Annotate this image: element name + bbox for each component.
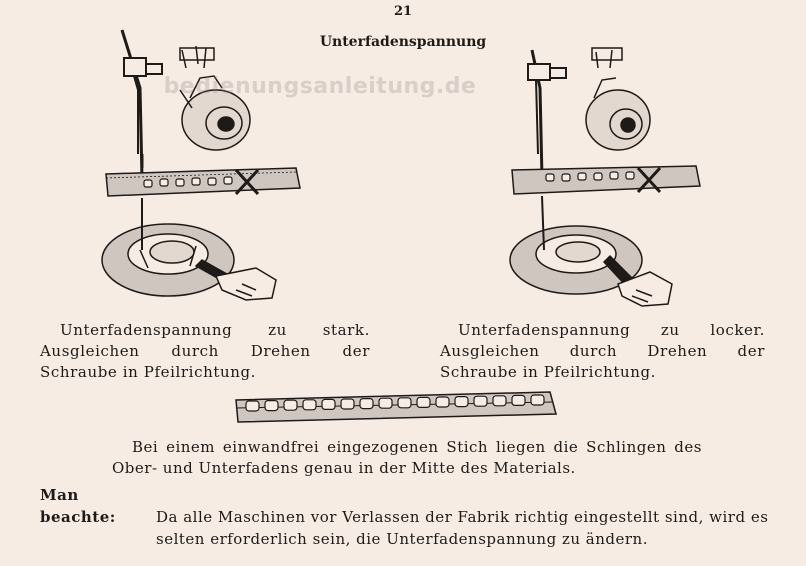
stitch-loop [284, 400, 297, 410]
stitch-loop [512, 395, 525, 405]
caption-tension-too-tight: Unterfadenspannung zu stark. Ausgleichen durch Drehen der Schraube in Pfeilrichtung. [40, 321, 370, 381]
stitch-loop [360, 399, 373, 409]
caption-tension-too-loose: Unterfadenspannung zu locker. Ausgleichen durch Drehen der Schraube in Pfeilrichtung. [440, 321, 765, 381]
thread-tension-too-loose-illustration [500, 28, 780, 313]
stitch-loop [322, 399, 335, 409]
correct-stitch-description: Bei einem einwandfrei eingezogenen Stich liegen die Schlingen des Ober- und Unterfadens genau in der Mitte des Materials. [112, 438, 702, 477]
note-line-1: Da alle Maschinen vor Verlassen der Fabrik richtig eingestellt sind, wird es [156, 508, 769, 526]
correct-stitch-illustration [232, 388, 562, 432]
page-number: 21 [393, 4, 413, 19]
stitch-loop [531, 395, 544, 405]
stitch-loop [493, 396, 506, 406]
stitch-loop [341, 399, 354, 409]
stitch-loop [379, 398, 392, 408]
stitch-loop [265, 401, 278, 411]
note-line-2: selten erforderlich sein, die Unterfadenspannung zu ändern. [156, 530, 648, 548]
page-title: Unterfadenspannung [319, 34, 487, 50]
stitch-loop [417, 397, 430, 407]
thread-tension-too-tight-illustration [96, 28, 376, 313]
stitch-loop [398, 398, 411, 408]
stitch-loop [246, 401, 259, 411]
stitch-loop [474, 396, 487, 406]
watermark: bedienungsanleitung.de [163, 74, 477, 99]
stitch-loop [436, 397, 449, 407]
stitch-loop [303, 400, 316, 410]
note [40, 484, 770, 550]
stitch-loop [455, 397, 468, 407]
note-label: Man beachte: [40, 486, 116, 526]
